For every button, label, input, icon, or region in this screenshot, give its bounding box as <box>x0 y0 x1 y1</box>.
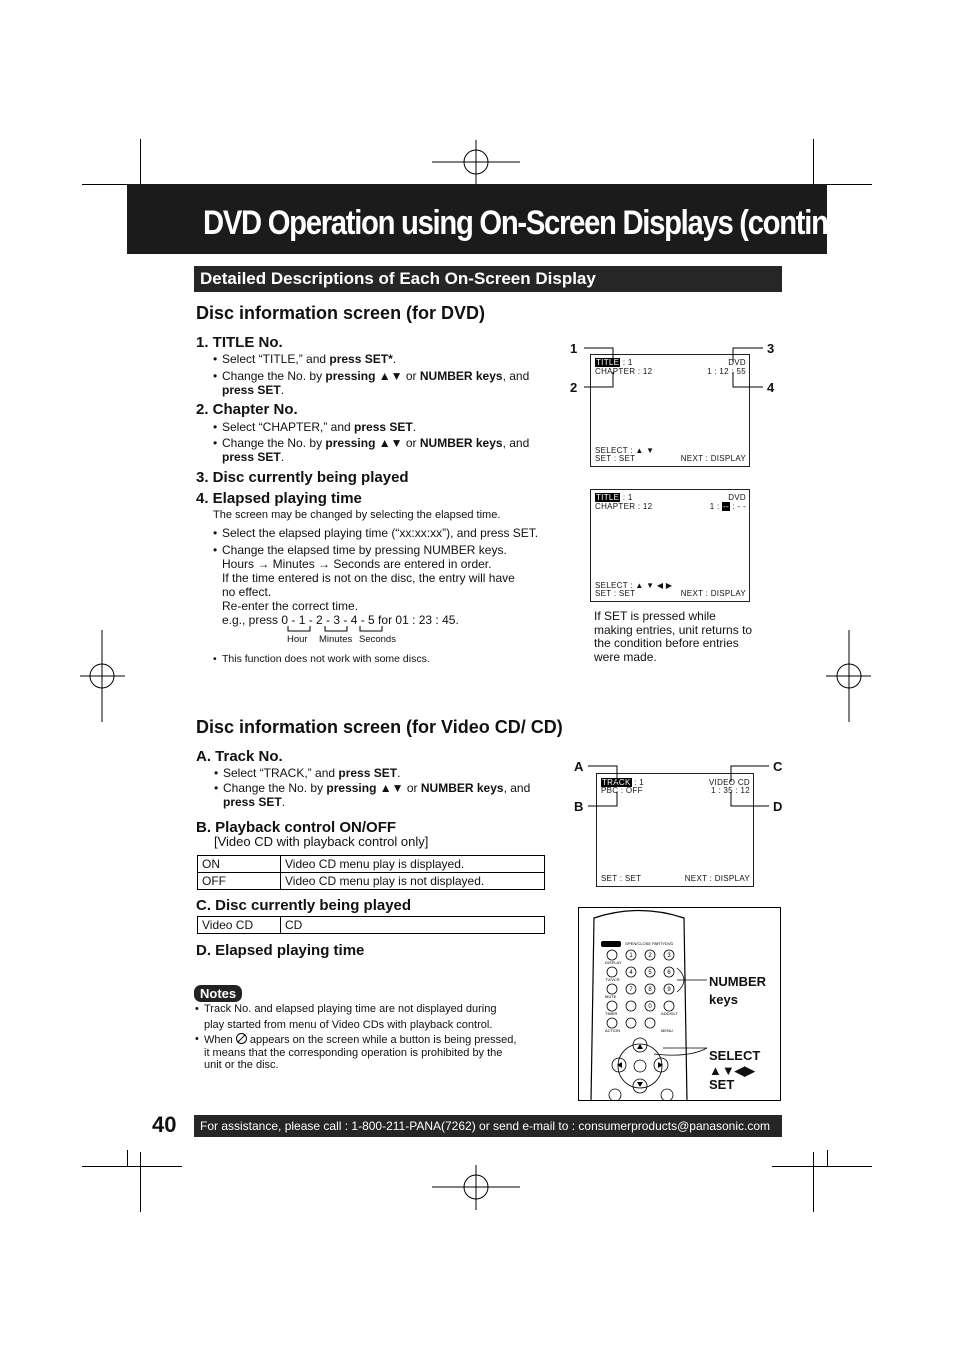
svg-text:1: 1 <box>629 953 633 959</box>
table-cell: ON <box>198 856 281 873</box>
item2-bullet2: • Change the No. by pressing ▲▼ or NUMBER keys, and press SET. <box>222 437 552 464</box>
svg-text:ADD/DLT: ADD/DLT <box>661 1011 678 1016</box>
itemA-bullet1: • Select “TRACK,” and press SET. <box>223 767 553 781</box>
table-row <box>198 873 545 890</box>
crop-mark <box>82 1166 182 1167</box>
title-value: : 1 <box>622 493 633 502</box>
disc-table <box>197 916 545 934</box>
item2-title: 2. Chapter No. <box>196 401 298 418</box>
svg-text:MUTE: MUTE <box>605 994 617 999</box>
itemD-title: D. Elapsed playing time <box>196 942 365 959</box>
registration-mark-top <box>420 140 530 185</box>
notes-tag: Notes <box>194 985 242 1002</box>
assistance-footer: For assistance, please call : 1-800-211-PANA(7262) or send e-mail to : consumerproducts@panasonic.com <box>194 1115 782 1137</box>
registration-mark-right <box>826 630 871 722</box>
vcd-heading: Disc information screen (for Video CD/ CD) <box>196 717 563 737</box>
crop-mark <box>127 1150 128 1166</box>
svg-text:0: 0 <box>648 1004 652 1010</box>
table-cell: OFF <box>198 873 281 890</box>
track-value: : 1 <box>634 778 644 787</box>
registration-mark-bottom <box>420 1165 530 1210</box>
itemB-title: B. Playback control ON/OFF <box>196 819 397 836</box>
disc-type: DVD <box>728 358 746 367</box>
up-down-icon: ▲ ▼ <box>635 446 655 455</box>
crop-mark <box>140 1152 141 1212</box>
pbc-table <box>197 855 545 890</box>
item4-bullet3: • This function does not work with some discs. <box>222 653 552 667</box>
next-label: NEXT : DISPLAY <box>680 589 746 598</box>
note-1: • Track No. and elapsed playing time are not displayed during play started from menu of Video CDs with playback control. <box>204 1002 534 1033</box>
label-seconds: Seconds <box>359 634 396 645</box>
svg-text:2: 2 <box>648 953 652 959</box>
set-caption: If SET is pressed while making entries, unit returns to the condition before entries were made. <box>594 609 753 664</box>
svg-text:MENU: MENU <box>661 1028 673 1033</box>
callout-lines-dvd <box>580 340 770 395</box>
item4-bullet1: • Select the elapsed playing time (“xx:xx:xx”), and press SET. <box>222 527 562 541</box>
item1-bullet2: • Change the No. by pressing ▲▼ or NUMBER keys, and press SET. <box>222 370 552 397</box>
table-cell: Video CD menu play is not displayed. <box>281 873 545 890</box>
svg-text:ACTION: ACTION <box>605 1028 621 1033</box>
dvd-heading: Disc information screen (for DVD) <box>196 303 486 323</box>
svg-text:3: 3 <box>667 953 671 959</box>
svg-text:6: 6 <box>667 970 671 976</box>
label-hour: Hour <box>287 634 308 645</box>
set-label: SET : SET <box>595 454 636 463</box>
svg-text:DVD: DVD <box>665 941 674 946</box>
next-label: NEXT : DISPLAY <box>684 874 750 883</box>
item2-bullet1: • Select “CHAPTER,” and press SET. <box>222 421 552 435</box>
page-number: 40 <box>152 1112 177 1137</box>
prohibited-icon <box>236 1033 247 1044</box>
callout-D: D <box>773 799 783 814</box>
select-label: SELECT : <box>595 581 633 590</box>
itemB-sub: [Video CD with playback control only] <box>214 834 429 849</box>
label-minutes: Minutes <box>319 634 353 645</box>
item4-bullet2: • Change the elapsed time by pressing NUMBER keys. Hours → Minutes → Seconds are entered in order. If the time entered is not on the disc, the entry will have no effect. Re-enter the correct time. e.g., press 0 - 1 - 2 - 3 - 4 - 5 for 01 : 23 : 45. <box>222 543 562 627</box>
itemC-title: C. Disc currently being played <box>196 897 412 914</box>
svg-text:7: 7 <box>629 987 633 993</box>
svg-text:TV/VCR: TV/VCR <box>605 977 620 982</box>
item1-title: 1. TITLE No. <box>196 334 283 351</box>
title-value: : 1 <box>622 358 633 367</box>
callout-lines-vcd <box>584 758 774 813</box>
select-set-label: SELECT ▲▼◀▶ SET <box>709 1048 761 1092</box>
pbc-field: PBC : OFF <box>601 786 643 795</box>
svg-text:8: 8 <box>648 987 652 993</box>
select-label: SELECT : <box>595 446 633 455</box>
item4-note: The screen may be changed by selecting the elapsed time. <box>213 509 501 521</box>
page-title: DVD Operation using On-Screen Displays (continued) <box>203 204 885 242</box>
svg-text:DISPLAY: DISPLAY <box>605 960 622 965</box>
callout-4: 4 <box>767 380 775 395</box>
callout-A: A <box>574 759 584 774</box>
svg-text:TIMER: TIMER <box>605 1011 618 1016</box>
callout-C: C <box>773 759 783 774</box>
title-field: TITLE <box>596 493 620 502</box>
svg-text:OPEN/CLOSE PARTY: OPEN/CLOSE PARTY <box>625 941 666 946</box>
table-cell: Video CD menu play is displayed. <box>281 856 545 873</box>
table-cell: CD <box>281 917 545 934</box>
callout-B: B <box>574 799 584 814</box>
dvd-info-screen-2 <box>590 489 750 602</box>
arrows-icon: ▲ ▼ ◀ ▶ <box>635 581 673 590</box>
elapsed-time: 1 : 35 : 12 <box>711 786 750 795</box>
remote-illustration <box>578 907 781 1101</box>
itemA-title: A. Track No. <box>196 748 283 765</box>
crop-mark <box>772 1166 872 1167</box>
itemA-bullet2: • Change the No. by pressing ▲▼ or NUMBER keys, and press SET. <box>223 782 553 809</box>
elapsed-time-edit: 1 : -- : - - <box>709 502 746 511</box>
table-row <box>198 856 545 873</box>
disc-type: VIDEO CD <box>708 778 750 787</box>
disc-type: DVD <box>728 493 746 502</box>
table-cell: Video CD <box>198 917 281 934</box>
item1-bullet1: • Select “TITLE,” and press SET*. <box>222 353 552 367</box>
elapsed-time: 1 : 12 : 55 <box>707 367 746 376</box>
section-title: Detailed Descriptions of Each On-Screen Display <box>194 266 782 292</box>
table-row <box>198 917 545 934</box>
set-label: SET : SET <box>595 589 636 598</box>
next-label: NEXT : DISPLAY <box>680 454 746 463</box>
callout-3: 3 <box>767 341 775 356</box>
crop-mark <box>813 1152 814 1212</box>
item4-title: 4. Elapsed playing time <box>196 490 362 507</box>
svg-text:9: 9 <box>667 987 671 993</box>
crop-mark <box>827 1150 828 1166</box>
callout-1: 1 <box>570 341 578 356</box>
note-2: • When appears on the screen while a button is being pressed, it means that the corresponding operation is prohibited by the unit or the disc. <box>204 1033 534 1072</box>
item3-title: 3. Disc currently being played <box>196 469 409 486</box>
page-title-bar <box>127 184 885 254</box>
svg-text:4: 4 <box>629 970 633 976</box>
track-field: TRACK <box>602 778 631 787</box>
number-keys-label: NUMBER keys <box>709 974 767 1007</box>
chapter-field: CHAPTER : 12 <box>595 502 653 511</box>
registration-mark-left <box>80 630 125 722</box>
callout-2: 2 <box>570 380 578 395</box>
title-field: TITLE <box>596 358 620 367</box>
chapter-field: CHAPTER : 12 <box>595 367 653 376</box>
set-label: SET : SET <box>601 874 642 883</box>
svg-text:5: 5 <box>648 970 652 976</box>
